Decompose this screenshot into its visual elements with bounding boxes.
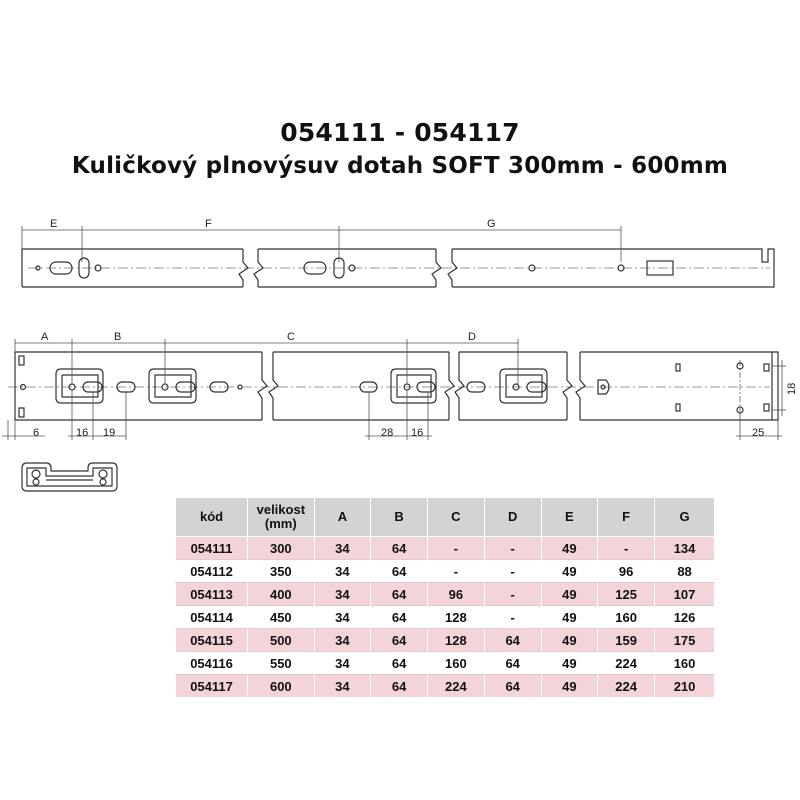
table-body xyxy=(176,537,715,698)
table-cell: 400 xyxy=(248,583,314,606)
table-cell: 128 xyxy=(427,606,484,629)
table-cell: 88 xyxy=(655,560,715,583)
column-header: C xyxy=(427,498,484,537)
table-cell: 64 xyxy=(371,606,428,629)
dim-25: 25 xyxy=(752,427,765,439)
table-row xyxy=(176,606,715,629)
table-cell: 49 xyxy=(541,537,598,560)
dim-28: 28 xyxy=(381,427,394,439)
dim-label-d: D xyxy=(468,331,476,343)
table-cell: 64 xyxy=(371,560,428,583)
table-cell: - xyxy=(484,537,541,560)
table-cell: 34 xyxy=(314,560,371,583)
product-code-range: 054111 - 054117 xyxy=(280,118,520,147)
table-cell: 125 xyxy=(598,583,655,606)
table-row xyxy=(176,583,715,606)
column-header: G xyxy=(655,498,715,537)
table-cell: 49 xyxy=(541,675,598,698)
table-cell: 054117 xyxy=(176,675,248,698)
table-cell: - xyxy=(484,583,541,606)
table-cell: 64 xyxy=(371,629,428,652)
table-cell: 64 xyxy=(371,652,428,675)
table-cell: 550 xyxy=(248,652,314,675)
table-cell: 054115 xyxy=(176,629,248,652)
table-cell: 64 xyxy=(371,537,428,560)
column-header: B xyxy=(371,498,428,537)
table-cell: 224 xyxy=(598,675,655,698)
dim-6: 6 xyxy=(33,427,40,439)
column-header: E xyxy=(541,498,598,537)
dim-19: 19 xyxy=(103,427,116,439)
table-cell: 054113 xyxy=(176,583,248,606)
table-cell: 054116 xyxy=(176,652,248,675)
table-cell: 160 xyxy=(655,652,715,675)
table-header-row xyxy=(176,498,715,537)
table-cell: 054111 xyxy=(176,537,248,560)
bottom-rail xyxy=(2,339,786,440)
table-cell: 49 xyxy=(541,583,598,606)
table-cell: - xyxy=(427,560,484,583)
table-cell: 64 xyxy=(371,583,428,606)
table-cell: 175 xyxy=(655,629,715,652)
table-cell: - xyxy=(427,537,484,560)
table-cell: 600 xyxy=(248,675,314,698)
table-cell: 160 xyxy=(598,606,655,629)
table-cell: 96 xyxy=(598,560,655,583)
column-header: kód xyxy=(176,498,248,537)
table-cell: 350 xyxy=(248,560,314,583)
table-cell: 128 xyxy=(427,629,484,652)
table-cell: 224 xyxy=(427,675,484,698)
table-row xyxy=(176,675,715,698)
dim-16: 16 xyxy=(76,427,89,439)
table-cell: 300 xyxy=(248,537,314,560)
dim-label-c: C xyxy=(287,331,295,343)
table-cell: 160 xyxy=(427,652,484,675)
table-cell: 210 xyxy=(655,675,715,698)
column-header: F xyxy=(598,498,655,537)
table-cell: - xyxy=(598,537,655,560)
table-cell: 054112 xyxy=(176,560,248,583)
table-row xyxy=(176,629,715,652)
table-cell: 34 xyxy=(314,606,371,629)
table-cell: 107 xyxy=(655,583,715,606)
table-cell: 49 xyxy=(541,629,598,652)
table-cell: 34 xyxy=(314,629,371,652)
table-cell: 49 xyxy=(541,606,598,629)
table-row xyxy=(176,560,715,583)
table-cell: 126 xyxy=(655,606,715,629)
table-row xyxy=(176,537,715,560)
table-cell: 64 xyxy=(371,675,428,698)
size-table xyxy=(175,497,715,697)
top-rail xyxy=(22,226,774,287)
table-cell: 49 xyxy=(541,652,598,675)
rail-profile-section xyxy=(22,463,117,491)
table-cell: 500 xyxy=(248,629,314,652)
table-cell: 054114 xyxy=(176,606,248,629)
dim-label-e: E xyxy=(50,218,58,230)
table-cell: - xyxy=(484,560,541,583)
table-cell: 34 xyxy=(314,652,371,675)
table-cell: 450 xyxy=(248,606,314,629)
table-cell: 34 xyxy=(314,583,371,606)
dim-18: 18 xyxy=(786,382,798,395)
table-cell: 34 xyxy=(314,675,371,698)
dim-label-a: A xyxy=(41,331,49,343)
table-cell: 64 xyxy=(484,675,541,698)
table-cell: 64 xyxy=(484,629,541,652)
column-header: A xyxy=(314,498,371,537)
dim-label-b: B xyxy=(114,331,122,343)
table-cell: 96 xyxy=(427,583,484,606)
column-header: velikost (mm) xyxy=(248,498,314,537)
table-cell: 64 xyxy=(484,652,541,675)
product-title: Kuličkový plnovýsuv dotah SOFT 300mm - 600mm xyxy=(71,153,729,179)
table-cell: 49 xyxy=(541,560,598,583)
dim-label-g: G xyxy=(487,218,496,230)
table-cell: 134 xyxy=(655,537,715,560)
table-cell: 159 xyxy=(598,629,655,652)
table-cell: 224 xyxy=(598,652,655,675)
dim-16-second: 16 xyxy=(411,427,424,439)
table-cell: 34 xyxy=(314,537,371,560)
table-row xyxy=(176,652,715,675)
table-cell: - xyxy=(484,606,541,629)
dim-label-f: F xyxy=(205,218,212,230)
column-header: D xyxy=(484,498,541,537)
